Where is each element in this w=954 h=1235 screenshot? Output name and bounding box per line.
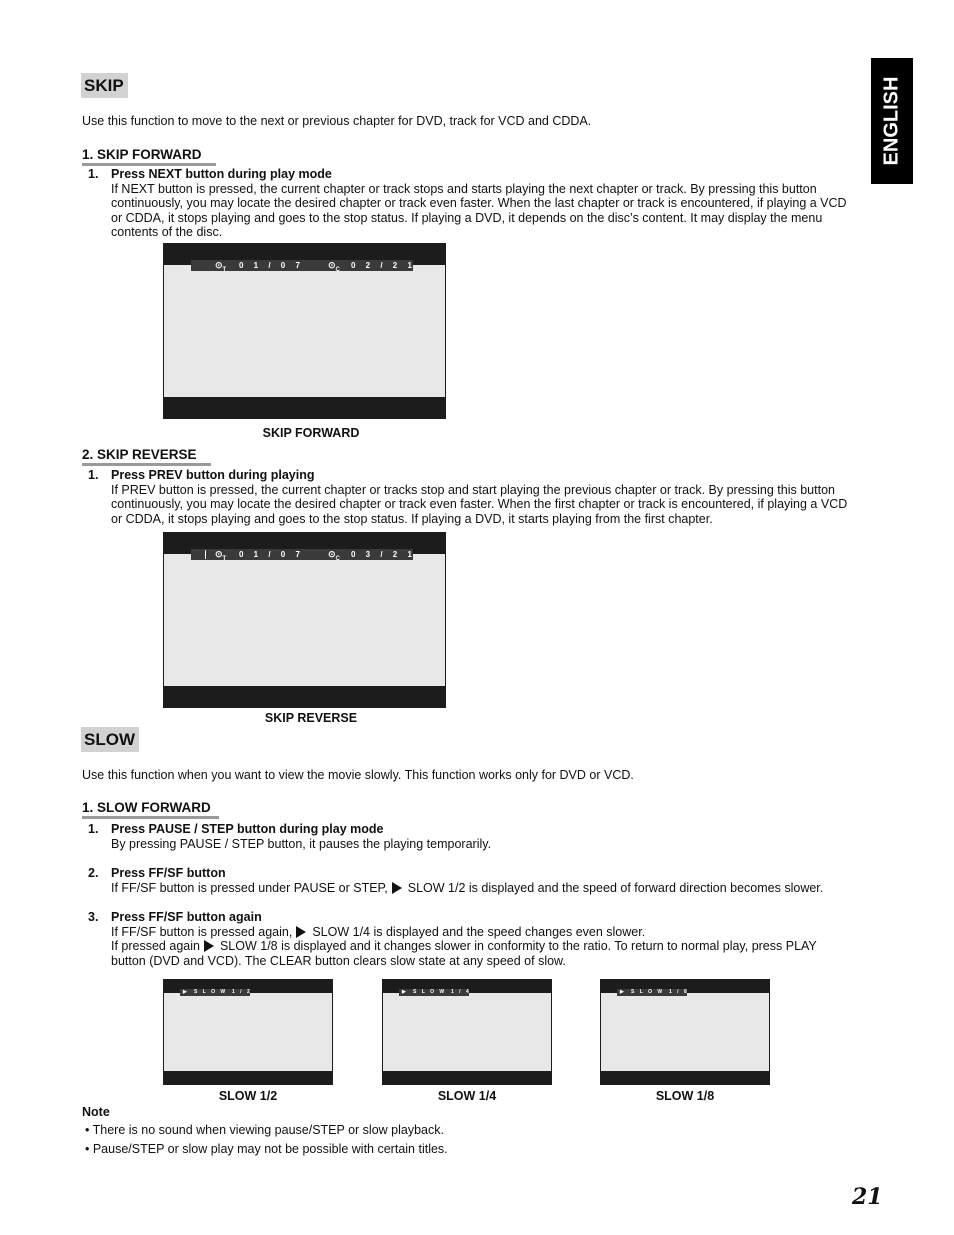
play-icon xyxy=(296,926,306,938)
skip-reverse-heading: 2. SKIP REVERSE xyxy=(82,447,211,466)
osd-bar xyxy=(180,989,250,996)
note-heading: Note xyxy=(82,1105,110,1119)
osd-title-count: 0 1 / 0 7 xyxy=(239,261,304,270)
skip-intro: Use this function to move to the next or previous chapter for DVD, track for VCD and CDDA. xyxy=(82,114,592,128)
note-item: • Pause/STEP or slow play may not be possible with certain titles. xyxy=(85,1142,448,1156)
page-number: 21 xyxy=(852,1184,883,1210)
step-text-after: SLOW 1/8 is displayed and it changes slower in conformity to the ratio. To return to normal play, press PLAY button (DVD and VCD). The CLEAR button clears slow state at any speed of slow. xyxy=(111,939,817,968)
slow-screen-1-4 xyxy=(382,979,552,1085)
step-text: If NEXT button is pressed, the current chapter or track stops and starts playing the next chapter or track. By pressing this button continuously, you may locate the desired chapter or track even faster. When the last chapter or track is encountered, if playing a VCD or CDDA, it stops playing and goes to the stop status. If playing a DVD, it depends on the disc’s content. It may display the menu contents of the disc. xyxy=(111,181,847,240)
step-title: Press NEXT button during play mode xyxy=(111,167,332,181)
step-text-after: SLOW 1/2 is displayed and the speed of forward direction becomes slower. xyxy=(407,880,824,895)
osd-divider xyxy=(205,550,206,559)
slow-forward-heading: 1. SLOW FORWARD xyxy=(82,800,219,819)
step-title: Press FF/SF button xyxy=(111,866,226,880)
step-number: 1. xyxy=(88,167,99,181)
slow-caption-1-8: SLOW 1/8 xyxy=(655,1089,715,1103)
skip-reverse-screen xyxy=(163,532,446,708)
step-text: By pressing PAUSE / STEP button, it pauses the playing temporarily. xyxy=(111,836,492,851)
step-text-line-2 xyxy=(111,939,853,968)
osd-slow-ratio: 1 / 8 xyxy=(669,989,689,995)
skip-reverse-caption: SKIP REVERSE xyxy=(264,711,358,725)
title-disc-icon: $⊙_T$ xyxy=(215,549,227,562)
screen-display-area xyxy=(601,993,769,1071)
language-tab xyxy=(871,58,913,184)
step-number: 2. xyxy=(88,866,99,880)
slow-caption-1-2: SLOW 1/2 xyxy=(218,1089,278,1103)
osd-slow-label: S L O W xyxy=(413,989,447,995)
osd-slow-label: S L O W xyxy=(631,989,665,995)
slow-heading: SLOW xyxy=(81,727,139,752)
screen-display-area xyxy=(164,265,445,397)
step-title: Press FF/SF button again xyxy=(111,910,262,924)
osd-title-count: 0 1 / 0 7 xyxy=(239,550,304,559)
skip-heading: SKIP xyxy=(81,73,128,98)
step-text-before: If FF/SF button is pressed under PAUSE or STEP, xyxy=(111,880,388,895)
step-text xyxy=(111,881,853,896)
osd-slow-ratio: 1 / 4 xyxy=(451,989,471,995)
play-icon xyxy=(204,940,214,952)
screen-display-area xyxy=(164,993,332,1071)
slow-intro: Use this function when you want to view the movie slowly. This function works only for DVD or VCD. xyxy=(82,768,634,782)
osd-chapter-count: 0 2 / 2 1 xyxy=(351,261,416,270)
osd-bar xyxy=(399,989,469,996)
slow-screen-1-8 xyxy=(600,979,770,1085)
skip-forward-caption: SKIP FORWARD xyxy=(262,426,360,440)
step-title: Press PREV button during playing xyxy=(111,468,315,482)
skip-forward-screen xyxy=(163,243,446,419)
skip-forward-heading: 1. SKIP FORWARD xyxy=(82,147,216,166)
play-icon: ▶ xyxy=(402,989,406,995)
play-icon xyxy=(392,882,402,894)
screen-display-area xyxy=(164,554,445,686)
chapter-disc-icon: $⊙_C$ xyxy=(328,549,340,562)
step-text: If PREV button is pressed, the current chapter or tracks stop and start playing the previous chapter or track. By pressing this button continuously, you may locate the desired chapter or track even faster. When the first chapter or track is encountered, if playing a VCD or CDDA, it stops playing and goes to the stop status. If playing a DVD, it starts playing from the first chapter. xyxy=(111,482,848,526)
slow-caption-1-4: SLOW 1/4 xyxy=(437,1089,497,1103)
step-title: Press PAUSE / STEP button during play mode xyxy=(111,822,384,836)
step-text-before: If FF/SF button is pressed again, xyxy=(111,924,293,939)
osd-chapter-count: 0 3 / 2 1 xyxy=(351,550,416,559)
osd-slow-ratio: 1 / 2 xyxy=(232,989,252,995)
step-number: 1. xyxy=(88,468,99,482)
screen-display-area xyxy=(383,993,551,1071)
osd-slow-label: S L O W xyxy=(194,989,228,995)
language-tab-label: ENGLISH xyxy=(880,76,903,166)
chapter-disc-icon: $⊙_C$ xyxy=(328,260,340,273)
osd-bar xyxy=(191,549,416,562)
osd-bar xyxy=(191,260,416,273)
step-text-before: If pressed again xyxy=(111,939,200,954)
note-item: • There is no sound when viewing pause/STEP or slow playback. xyxy=(85,1123,444,1137)
step-text-line-1 xyxy=(111,925,853,940)
play-icon: ▶ xyxy=(183,989,187,995)
play-icon: ▶ xyxy=(620,989,624,995)
step-number: 3. xyxy=(88,910,99,924)
step-number: 1. xyxy=(88,822,99,836)
title-disc-icon: $⊙_T$ xyxy=(215,260,227,273)
step-text-after: SLOW 1/4 is displayed and the speed changes even slower. xyxy=(312,924,646,939)
slow-screen-1-2 xyxy=(163,979,333,1085)
osd-bar xyxy=(617,989,687,996)
